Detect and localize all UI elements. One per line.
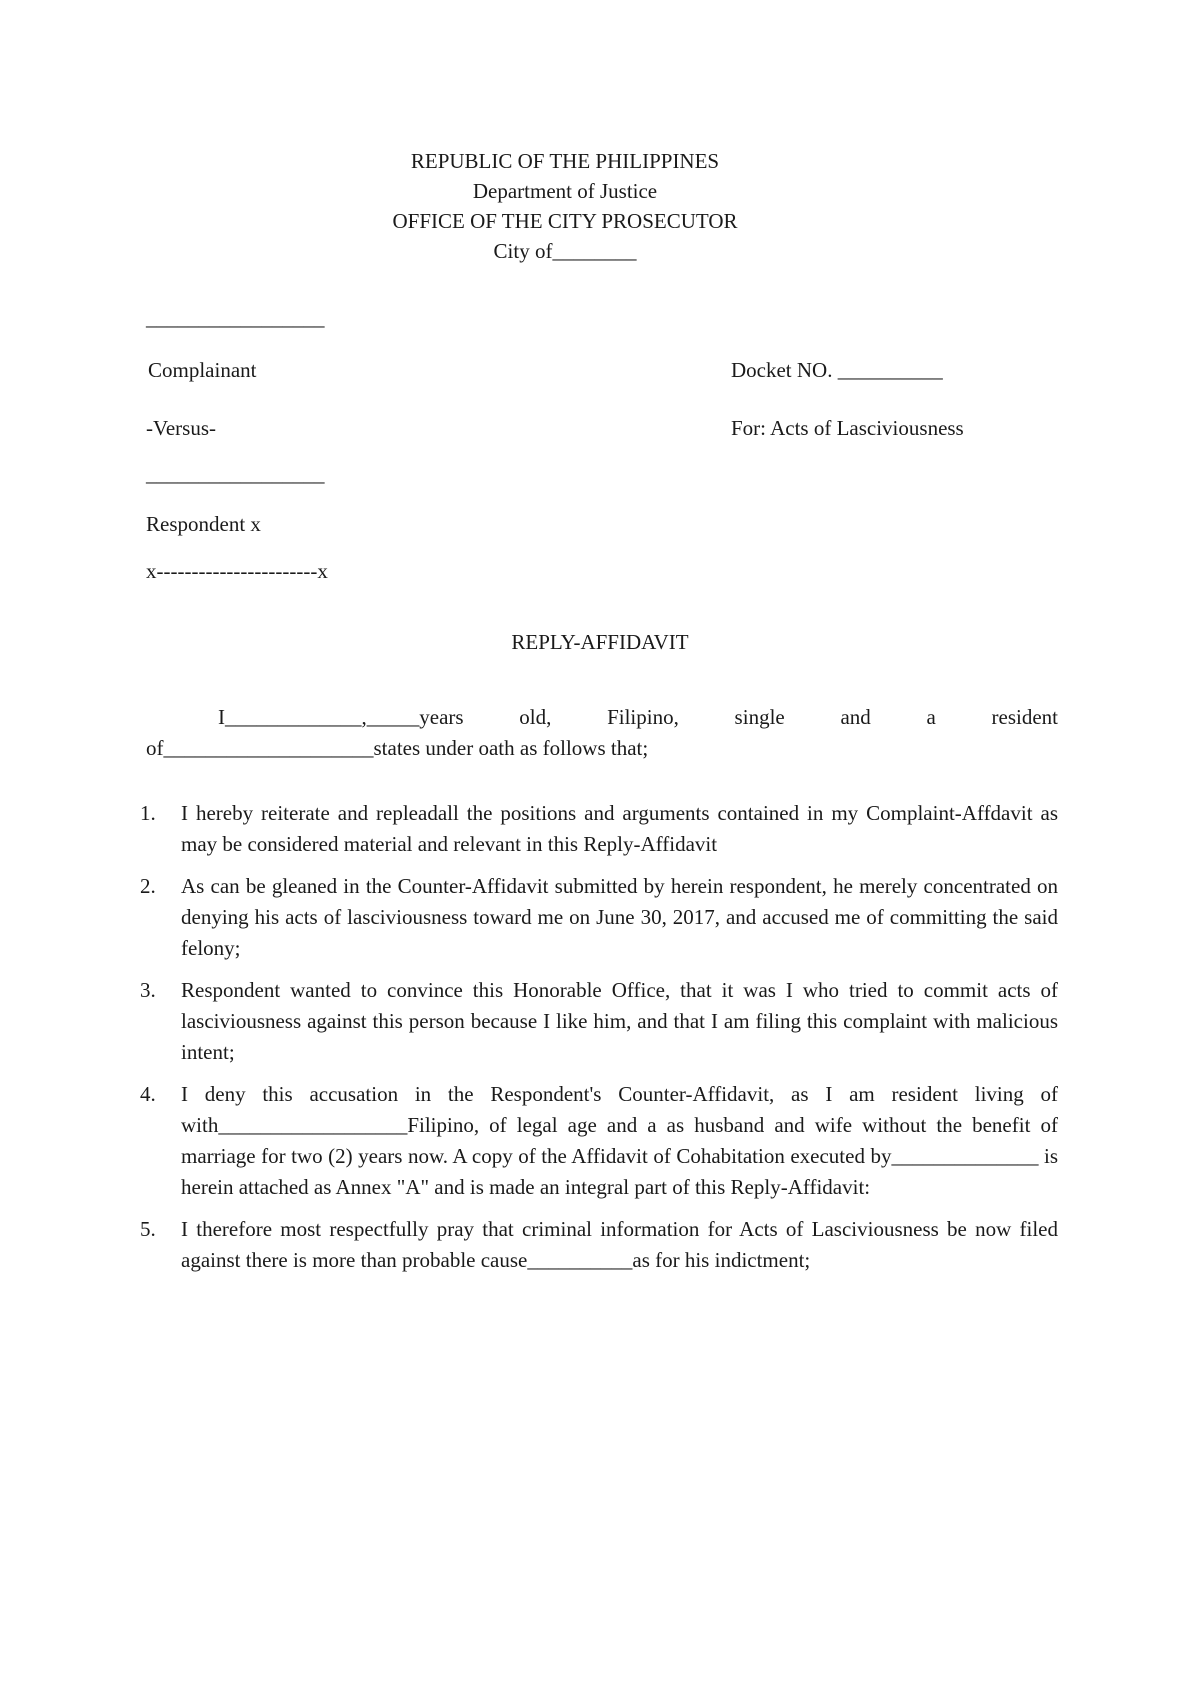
docket-number: Docket NO. __________ bbox=[731, 358, 943, 382]
intro-line-2: of____________________states under oath as follows that; bbox=[146, 736, 649, 760]
complainant-blank: _________________ bbox=[146, 306, 325, 330]
document-header bbox=[0, 146, 1130, 266]
versus-label: -Versus- bbox=[146, 416, 216, 440]
list-item bbox=[140, 871, 1058, 964]
item-text: Respondent wanted to convince this Honorable Office, that it was I who tried to commit acts of lasciviousness against this person because I like him, and that I am filing this complaint with malicious intent; bbox=[181, 978, 1058, 1064]
document-title: REPLY-AFFIDAVIT bbox=[511, 630, 689, 654]
list-item bbox=[140, 975, 1058, 1068]
complainant-label: Complainant bbox=[148, 358, 257, 382]
header-department: Department of Justice bbox=[472, 179, 658, 203]
item-number: 2. bbox=[140, 874, 156, 898]
caption-separator: x-----------------------x bbox=[146, 559, 328, 583]
item-number: 3. bbox=[140, 978, 156, 1002]
item-text: I therefore most respectfully pray that criminal information for Acts of Lasciviousness be now filed against there is more than probable cause__________as for his indictment; bbox=[181, 1217, 1058, 1272]
intro-paragraph bbox=[146, 702, 1058, 764]
respondent-blank: _________________ bbox=[146, 462, 325, 486]
item-number: 5. bbox=[140, 1217, 156, 1241]
item-number: 4. bbox=[140, 1082, 156, 1106]
item-text: I deny this accusation in the Respondent's Counter-Affidavit, as I am resident living of with__________________Filipino, of legal age and a as husband and wife without the benefit of marriage for two (2) years now. A copy of the Affidavit of Cohabitation executed by______________ is herein attached as Annex "A" and is made an integral part of this Reply-Affidavit: bbox=[181, 1082, 1058, 1199]
header-city: City of________ bbox=[493, 239, 637, 263]
respondent-label: Respondent x bbox=[146, 512, 261, 536]
list-item bbox=[140, 1214, 1058, 1276]
charge-label: For: Acts of Lasciviousness bbox=[731, 416, 964, 440]
item-text: As can be gleaned in the Counter-Affidavit submitted by herein respondent, he merely concentrated on denying his acts of lasciviousness toward me on June 30, 2017, and accused me of committing the said felony; bbox=[181, 874, 1058, 960]
intro-line-1: I_____________,_____years old, Filipino, single and a resident bbox=[218, 705, 1058, 729]
item-text: I hereby reiterate and repleadall the positions and arguments contained in my Complaint-Affdavit as may be considered material and relevant in this Reply-Affidavit bbox=[181, 801, 1058, 856]
list-item bbox=[140, 798, 1058, 860]
list-item bbox=[140, 1079, 1058, 1203]
header-republic: REPUBLIC OF THE PHILIPPINES bbox=[410, 149, 720, 173]
item-number: 1. bbox=[140, 801, 156, 825]
numbered-paragraphs bbox=[140, 798, 1058, 1287]
header-office: OFFICE OF THE CITY PROSECUTOR bbox=[392, 209, 738, 233]
